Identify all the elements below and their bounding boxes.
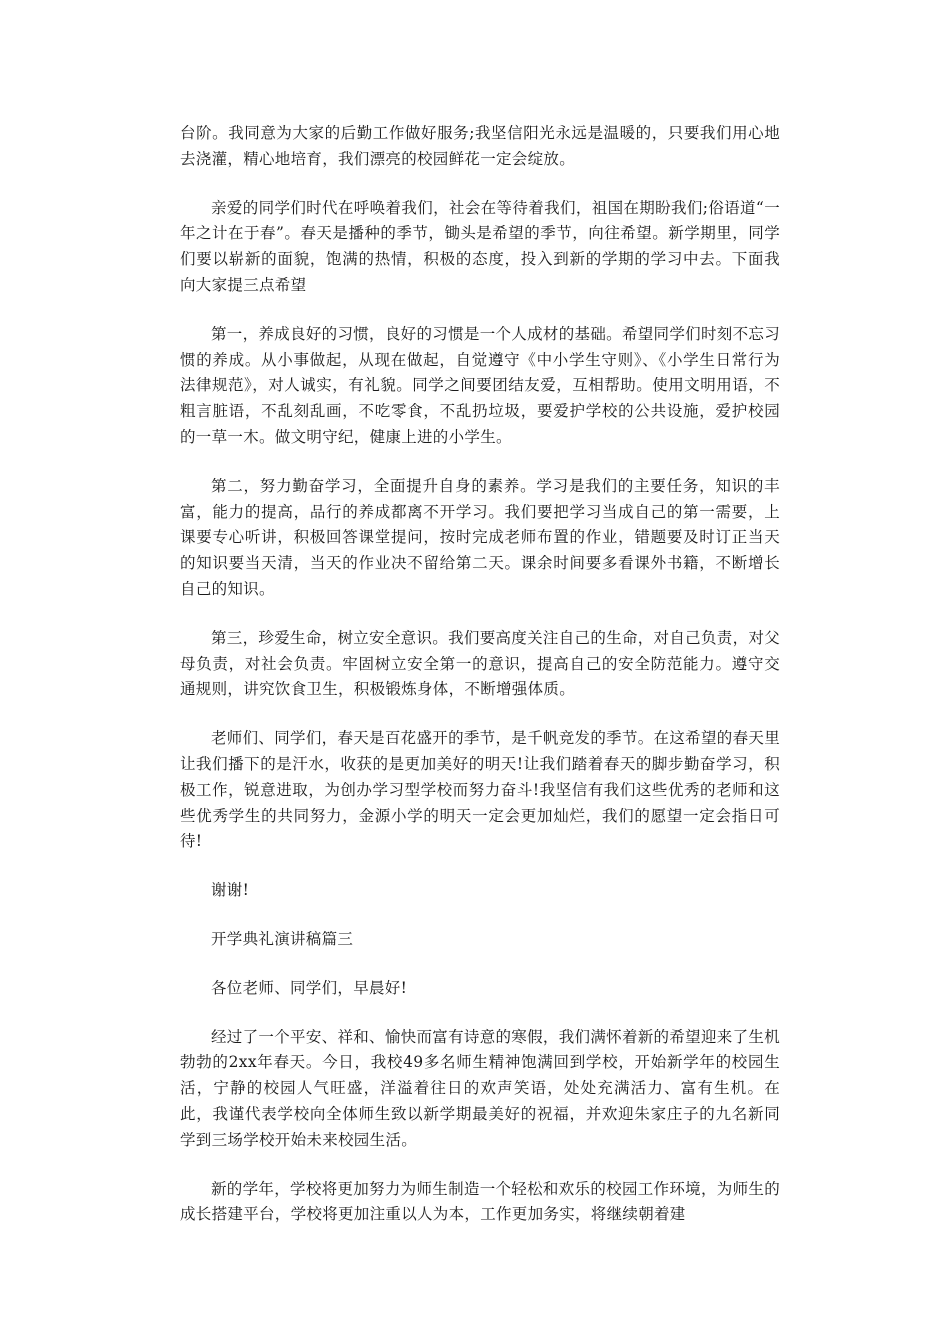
section-heading: 开学典礼演讲稿篇三 <box>211 929 354 948</box>
paragraph-continuation: 台阶。我同意为大家的后勤工作做好服务;我坚信阳光永远是温暖的，只要我们用心地去浇灌，精心地培育，我们漂亮的校园鲜花一定会绽放。 <box>180 124 780 168</box>
paragraph-closing: 老师们、同学们，春天是百花盛开的季节，是千帆竞发的季节。在这希望的春天里让我们播下的是汗水，收获的是更加美好的明天!让我们踏着春天的脚步勤奋学习，积极工作，锐意进取，为创办学习型学校而努力奋斗!我坚信有我们这些优秀的老师和这些优秀学生的共同努力，金源小学的明天一定会更加灿烂，我们的愿望一定会指日可待! <box>180 729 780 851</box>
paragraph-first-hope: 第一，养成良好的习惯，良好的习惯是一个人成材的基础。希望同学们时刻不忘习惯的养成。从小事做起，从现在做起，自觉遵守《中小学生守则》、《小学生日常行为法律规范》，对人诚实，有礼貌。同学之间要团结友爱，互相帮助。使用文明用语，不粗言脏语，不乱刻乱画，不吃零食，不乱扔垃圾，要爱护学校的公共设施，爱护校园的一草一木。做文明守纪，健康上进的小学生。 <box>180 324 780 446</box>
paragraph-call-to-students: 亲爱的同学们时代在呼唤着我们，社会在等待着我们，祖国在期盼我们;俗语道“一年之计在于春”。春天是播种的季节，锄头是希望的季节，向往希望。新学期里，同学们要以崭新的面貌，饱满的热情，积极的态度，投入到新的学期的学习中去。下面我向大家提三点希望 <box>180 198 780 294</box>
paragraph-second-hope: 第二，努力勤奋学习，全面提升自身的素养。学习是我们的主要任务，知识的丰富，能力的提高，品行的养成都离不开学习。我们要把学习当成自己的第一需要，上课要专心听讲，积极回答课堂提问，按时完成老师布置的作业，错题要及时订正当天的知识要当天清，当天的作业决不留给第二天。课余时间要多看课外书籍，不断增长自己的知识。 <box>180 476 780 598</box>
paragraph-thanks: 谢谢! <box>211 881 250 900</box>
document-body <box>180 121 780 1251</box>
paragraph-greeting: 各位老师、同学们，早晨好! <box>211 978 408 997</box>
paragraph-opening: 经过了一个平安、祥和、愉快而富有诗意的寒假，我们满怀着新的希望迎来了生机勃勃的2xx年春天。今日，我校49多名师生精神饱满回到学校，开始新学年的校园生活，宁静的校园人气旺盛，洋溢着往日的欢声笑语，处处充满活力、富有生机。在此，我谨代表学校向全体师生致以新学期最美好的祝福，并欢迎朱家庄子的九名新同学到三场学校开始未来校园生活。 <box>180 1027 780 1149</box>
paragraph-third-hope: 第三，珍爱生命，树立安全意识。我们要高度关注自己的生命，对自己负责，对父母负责，对社会负责。牢固树立安全第一的意识，提高自己的安全防范能力。遵守交通规则，讲究饮食卫生，积极锻炼身体，不断增强体质。 <box>180 628 780 699</box>
paragraph-new-year: 新的学年，学校将更加努力为师生制造一个轻松和欢乐的校园工作环境，为师生的成长搭建平台，学校将更加注重以人为本，工作更加务实，将继续朝着建 <box>180 1179 780 1224</box>
